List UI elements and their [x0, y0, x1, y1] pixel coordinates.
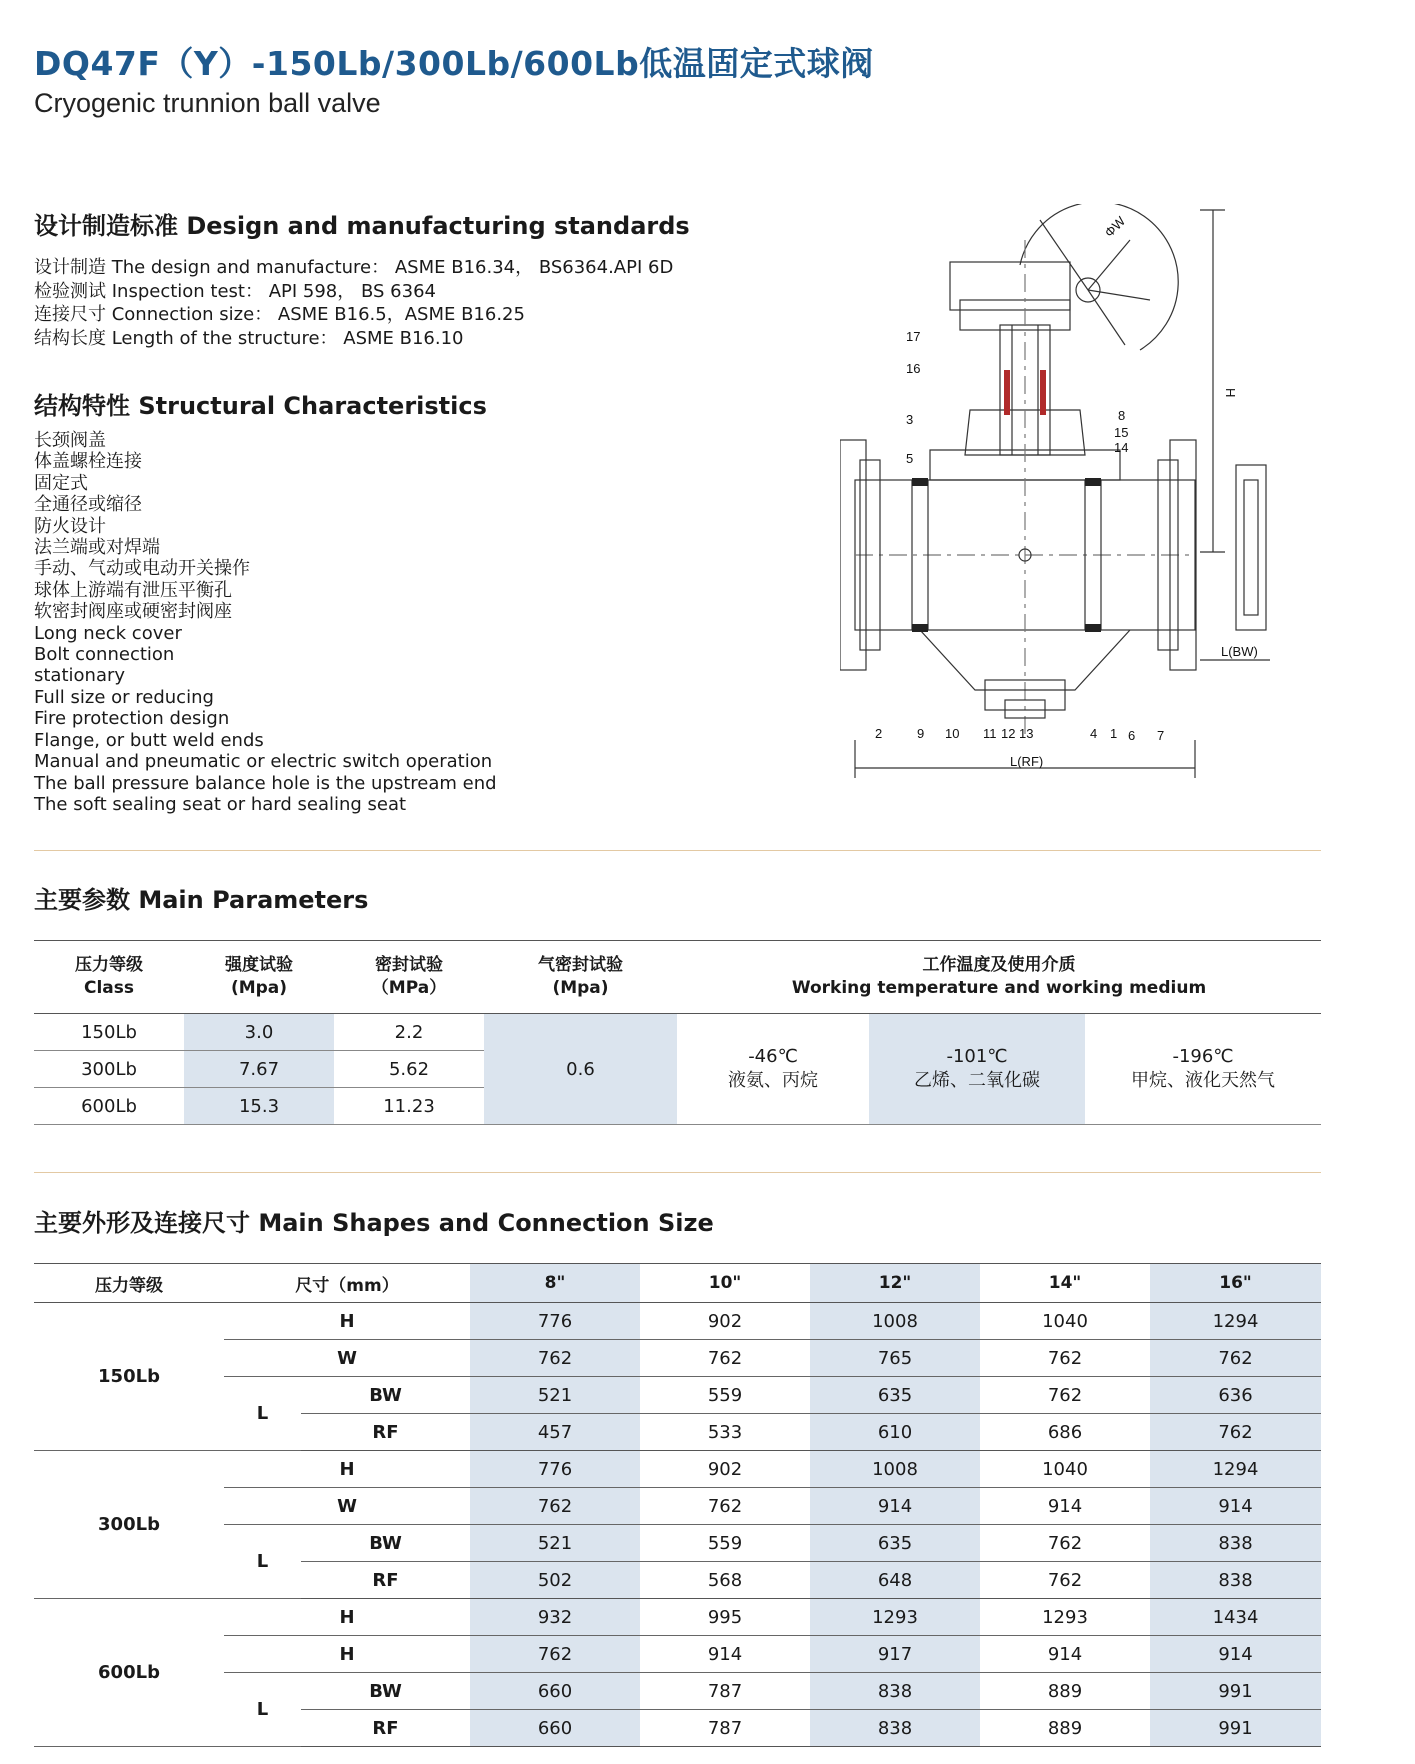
diagram-label: 10 — [945, 726, 960, 741]
main-parameters-table — [34, 940, 1321, 1125]
valve-cross-section-diagram — [840, 204, 1300, 794]
diagram-label: 3 — [906, 412, 914, 427]
dimension-value: 787 — [640, 1673, 810, 1710]
dimension-value: 762 — [640, 1488, 810, 1525]
dimension-value: 568 — [640, 1562, 810, 1599]
standard-item: 检验测试 Inspection test： API 598， BS 6364 — [34, 280, 436, 302]
class-cell: 600Lb — [34, 1599, 224, 1747]
diagram-label: L(RF) — [1010, 754, 1044, 769]
table-row — [34, 1451, 1321, 1488]
class-cell: 150Lb — [34, 1303, 224, 1451]
diagram-label: 17 — [906, 329, 921, 344]
diagram-label: 11 — [983, 726, 997, 741]
dimension-value: 1434 — [1150, 1599, 1321, 1636]
characteristics-list — [34, 430, 497, 815]
dimension-value: 1294 — [1150, 1303, 1321, 1340]
dimension-value: 1294 — [1150, 1451, 1321, 1488]
dimension-value: 660 — [470, 1673, 640, 1710]
dimension-value: 762 — [1150, 1414, 1321, 1451]
characteristic-item: 软密封阀座或硬密封阀座 — [34, 601, 232, 623]
dimension-value: 787 — [640, 1710, 810, 1747]
diagram-label: 4 — [1090, 726, 1098, 741]
characteristic-item: 球体上游端有泄压平衡孔 — [34, 579, 232, 601]
dimension-value: 995 — [640, 1599, 810, 1636]
diagram-label: L(BW) — [1221, 644, 1258, 659]
dimension-value: 914 — [640, 1636, 810, 1673]
dimension-value: 902 — [640, 1303, 810, 1340]
dimension-label: H — [224, 1599, 470, 1636]
dimension-value: 1040 — [980, 1451, 1150, 1488]
seal-cell: 11.23 — [334, 1088, 484, 1125]
seal-cell: 5.62 — [334, 1051, 484, 1088]
characteristic-item: Manual and pneumatic or electric switch operation — [34, 751, 493, 773]
dimension-label: H — [224, 1451, 470, 1488]
characteristic-item: Long neck cover — [34, 622, 182, 644]
dimension-value: 776 — [470, 1303, 640, 1340]
dimension-value: 914 — [980, 1488, 1150, 1525]
diagram-label: 6 — [1128, 728, 1136, 743]
standards-heading: 设计制造标准 Design and manufacturing standards — [34, 212, 690, 240]
header-size-col: 8" — [470, 1264, 640, 1303]
diagram-label: 1 — [1110, 726, 1118, 741]
diagram-label: 14 — [1114, 440, 1129, 455]
dimension-value: 914 — [1150, 1636, 1321, 1673]
dimension-value: 914 — [1150, 1488, 1321, 1525]
section-divider — [34, 1172, 1321, 1173]
characteristics-heading: 结构特性 Structural Characteristics — [34, 392, 487, 420]
characteristic-item: 固定式 — [34, 472, 88, 494]
characteristic-item: The ball pressure balance hole is the upstream end — [34, 772, 497, 794]
dimension-value: 762 — [640, 1340, 810, 1377]
table-row — [34, 1525, 1321, 1562]
characteristic-item: 防火设计 — [34, 515, 106, 537]
header-seal-test: 密封试验 （MPa） — [334, 941, 484, 1014]
header-size-col: 16" — [1150, 1264, 1321, 1303]
characteristic-item: 全通径或缩径 — [34, 494, 142, 516]
class-cell: 300Lb — [34, 1451, 224, 1599]
table-row — [34, 1599, 1321, 1636]
dimension-label: BW — [301, 1525, 470, 1562]
dimension-value: 1293 — [980, 1599, 1150, 1636]
dimension-value: 762 — [980, 1525, 1150, 1562]
dimension-value: 559 — [640, 1525, 810, 1562]
strength-cell: 7.67 — [184, 1051, 334, 1088]
dimension-value: 838 — [1150, 1562, 1321, 1599]
dimension-value: 932 — [470, 1599, 640, 1636]
diagram-label: ΦW — [1101, 213, 1129, 241]
characteristic-item: stationary — [34, 665, 126, 687]
standards-list — [34, 256, 673, 350]
diagram-label: H — [1223, 388, 1238, 398]
diagram-label: 7 — [1157, 728, 1165, 743]
strength-cell: 15.3 — [184, 1088, 334, 1125]
main-parameters-heading: 主要参数 Main Parameters — [34, 886, 369, 914]
diagram-label: 15 — [1114, 425, 1129, 440]
class-cell: 600Lb — [34, 1088, 184, 1125]
dimension-value: 1008 — [810, 1303, 980, 1340]
diagram-label: 12 — [1001, 726, 1016, 741]
dimension-value: 838 — [810, 1673, 980, 1710]
dimension-label: BW — [301, 1377, 470, 1414]
dimension-label: RF — [301, 1562, 470, 1599]
characteristic-item: Full size or reducing — [34, 686, 214, 708]
header-class: 压力等级 Class — [34, 941, 184, 1014]
dimension-value: 838 — [1150, 1525, 1321, 1562]
dimension-value: 660 — [470, 1710, 640, 1747]
dimension-value: 889 — [980, 1710, 1150, 1747]
dimension-label: BW — [301, 1673, 470, 1710]
characteristic-item: Flange, or butt weld ends — [34, 729, 264, 751]
dimension-label: RF — [301, 1414, 470, 1451]
length-group-label: L — [224, 1673, 301, 1747]
dimension-value: 838 — [810, 1710, 980, 1747]
gas-seal-cell: 0.6 — [484, 1014, 677, 1125]
page-title: DQ47F（Y）-150Lb/300Lb/600Lb低温固定式球阀 — [34, 44, 874, 83]
header-gas-seal-test: 气密封试验 (Mpa) — [484, 941, 677, 1014]
characteristic-item: 法兰端或对焊端 — [34, 537, 160, 559]
dimension-value: 502 — [470, 1562, 640, 1599]
dimension-value: 1293 — [810, 1599, 980, 1636]
class-cell: 300Lb — [34, 1051, 184, 1088]
dimension-value: 521 — [470, 1377, 640, 1414]
dimension-value: 991 — [1150, 1710, 1321, 1747]
diagram-label: 13 — [1019, 726, 1034, 741]
dimension-value: 610 — [810, 1414, 980, 1451]
dimension-value: 762 — [1150, 1340, 1321, 1377]
header-strength-test: 强度试验 (Mpa) — [184, 941, 334, 1014]
seal-cell: 2.2 — [334, 1014, 484, 1051]
characteristic-item: Fire protection design — [34, 708, 230, 730]
section-divider — [34, 850, 1321, 851]
dimension-value: 635 — [810, 1525, 980, 1562]
dimension-value: 889 — [980, 1673, 1150, 1710]
dimension-value: 1040 — [980, 1303, 1150, 1340]
characteristic-item: 长颈阀盖 — [34, 430, 106, 451]
medium-cell: -46℃ 液氨、丙烷 — [677, 1014, 869, 1125]
dimension-value: 762 — [980, 1562, 1150, 1599]
diagram-label: 8 — [1118, 408, 1126, 423]
header-working-medium: 工作温度及使用介质 Working temperature and working medium — [677, 941, 1321, 1014]
table-row — [34, 1488, 1321, 1525]
standard-item: 结构长度 Length of the structure： ASME B16.10 — [34, 327, 464, 349]
dimension-label: H — [224, 1636, 470, 1673]
header-size-col: 14" — [980, 1264, 1150, 1303]
header-size-col: 10" — [640, 1264, 810, 1303]
dimension-label: H — [224, 1303, 470, 1340]
dimension-value: 521 — [470, 1525, 640, 1562]
dimension-value: 1008 — [810, 1451, 980, 1488]
dimension-value: 762 — [980, 1377, 1150, 1414]
shapes-table — [34, 1263, 1321, 1747]
characteristic-item: 手动、气动或电动开关操作 — [34, 558, 250, 580]
table-row — [34, 1673, 1321, 1710]
dimension-value: 914 — [810, 1488, 980, 1525]
dimension-value: 991 — [1150, 1673, 1321, 1710]
dimension-value: 686 — [980, 1414, 1150, 1451]
dimension-label: W — [224, 1488, 470, 1525]
diagram-label: 2 — [875, 726, 883, 741]
page-subtitle: Cryogenic trunnion ball valve — [34, 88, 381, 118]
dimension-value: 776 — [470, 1451, 640, 1488]
characteristic-item: 体盖螺栓连接 — [34, 451, 142, 473]
diagram-label: 9 — [917, 726, 925, 741]
shapes-body — [34, 1303, 1321, 1747]
characteristic-item: The soft sealing seat or hard sealing seat — [34, 793, 407, 815]
dimension-value: 762 — [470, 1636, 640, 1673]
characteristic-item: Bolt connection — [34, 644, 175, 666]
standard-item: 连接尺寸 Connection size： ASME B16.5，ASME B16.25 — [34, 304, 525, 325]
dimension-value: 917 — [810, 1636, 980, 1673]
class-cell: 150Lb — [34, 1014, 184, 1051]
dimension-value: 765 — [810, 1340, 980, 1377]
dimension-value: 762 — [470, 1488, 640, 1525]
dimension-value: 902 — [640, 1451, 810, 1488]
table-row — [34, 1303, 1321, 1340]
dimension-value: 648 — [810, 1562, 980, 1599]
length-group-label: L — [224, 1525, 301, 1599]
medium-cell: -196℃ 甲烷、液化天然气 — [1085, 1014, 1321, 1125]
table-row — [34, 1377, 1321, 1414]
table-row — [34, 1340, 1321, 1377]
dimension-label: RF — [301, 1710, 470, 1747]
dimension-value: 636 — [1150, 1377, 1321, 1414]
length-group-label: L — [224, 1377, 301, 1451]
diagram-label: 5 — [906, 451, 914, 466]
dimension-label: W — [224, 1340, 470, 1377]
dimension-value: 914 — [980, 1636, 1150, 1673]
strength-cell: 3.0 — [184, 1014, 334, 1051]
table-row — [34, 1636, 1321, 1673]
dimension-value: 762 — [470, 1340, 640, 1377]
shapes-heading: 主要外形及连接尺寸 Main Shapes and Connection Size — [34, 1209, 714, 1237]
diagram-label: 16 — [906, 361, 921, 376]
header-class: 压力等级 — [34, 1264, 224, 1303]
table-row — [34, 1014, 1321, 1051]
standard-item: 设计制造 The design and manufacture： ASME B16.34， BS6364.API 6D — [34, 257, 674, 278]
dimension-value: 635 — [810, 1377, 980, 1414]
header-size: 尺寸（mm） — [224, 1264, 470, 1303]
dimension-value: 762 — [980, 1340, 1150, 1377]
medium-cell: -101℃ 乙烯、二氧化碳 — [869, 1014, 1085, 1125]
dimension-value: 533 — [640, 1414, 810, 1451]
header-size-col: 12" — [810, 1264, 980, 1303]
dimension-value: 559 — [640, 1377, 810, 1414]
dimension-value: 457 — [470, 1414, 640, 1451]
